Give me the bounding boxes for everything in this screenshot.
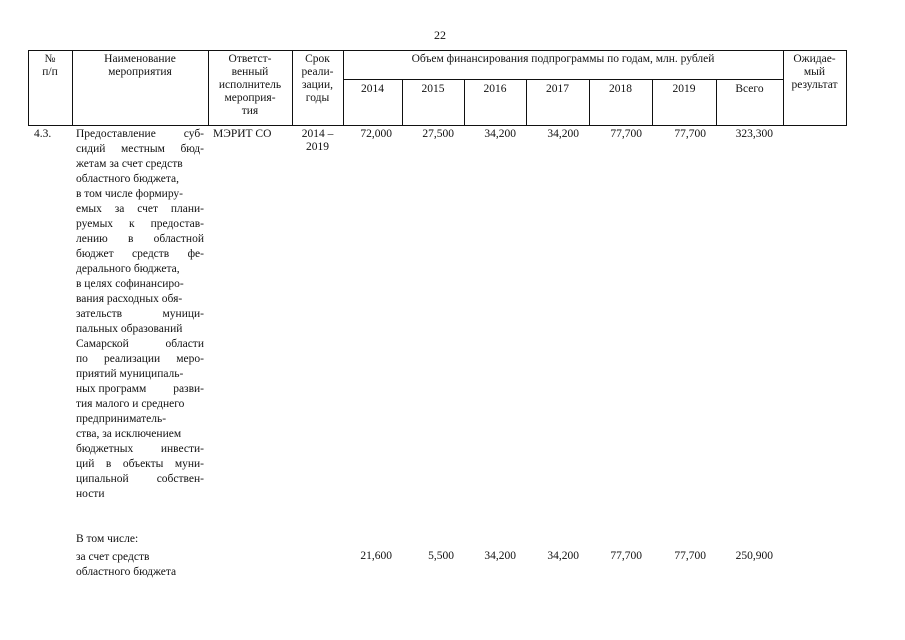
row-name-line [76, 172, 204, 187]
row-name-word: в [105, 458, 112, 470]
row-name-word: разви- [173, 383, 204, 395]
row-name-word: емых [76, 203, 102, 215]
row-name-word: ципальной [76, 473, 129, 485]
row-name-word: в том числе формиру- [76, 188, 184, 200]
row-name-word: предприниматель- [76, 413, 167, 425]
row-name-word: ций [76, 458, 95, 470]
row-name-line [76, 472, 204, 487]
row-name-line [76, 457, 204, 472]
header-total: Всего [735, 83, 764, 95]
row-name-line [76, 427, 204, 442]
sub-value-2019: 77,700 [674, 550, 706, 562]
row-name-line [76, 127, 204, 142]
row-value-2016: 34,200 [484, 128, 516, 140]
row-name-word: бюд- [180, 143, 204, 155]
years-header-border [343, 79, 783, 80]
row-name-word: Предоставление [76, 128, 156, 140]
row-value-2017: 34,200 [547, 128, 579, 140]
row-executor: МЭРИТ СО [213, 128, 272, 140]
row-name-word: руемых [76, 218, 114, 230]
row-name-line [76, 397, 204, 412]
row-name-word: предостав- [150, 218, 204, 230]
row-name-word: зательств [76, 308, 123, 320]
row-name-line [76, 322, 204, 337]
header-year: 2016 [483, 83, 507, 95]
row-name-word: Самарской [76, 338, 129, 350]
row-name-word: областной [153, 233, 204, 245]
row-value-2015: 27,500 [422, 128, 454, 140]
row-name-word: собствен- [156, 473, 204, 485]
row-name-word: бюджет [76, 248, 114, 260]
row-name-word: в [127, 233, 134, 245]
row-name-word: вания расходных обя- [76, 293, 183, 305]
row-name-word: ства, за исключением [76, 428, 182, 440]
row-name-line [76, 247, 204, 262]
header-result: Ожидае- мый результат [791, 53, 838, 91]
row-name-word: плани- [170, 203, 204, 215]
table-top-border [28, 50, 846, 51]
table-right-border [846, 50, 847, 126]
row-name-word: меро- [176, 353, 204, 365]
row-name-line [76, 217, 204, 232]
row-name-line [76, 262, 204, 277]
header-year: 2018 [609, 83, 632, 95]
row-name-word: инвести- [160, 443, 204, 455]
header-executor: Ответст- венный исполнитель мероприя- тия [218, 53, 282, 117]
header-bottom-border [28, 125, 846, 126]
row-name-line [76, 277, 204, 292]
header-funding: Объем финансирования подпрограммы по годам, млн. рублей [411, 53, 715, 65]
row-name-line [76, 202, 204, 217]
regional-budget-label: за счет средств областного бюджета [76, 551, 177, 578]
row-name-line [76, 352, 204, 367]
row-value-total: 323,300 [735, 128, 773, 140]
page-number: 22 [434, 28, 446, 42]
row-name-word: реализации [103, 353, 161, 365]
row-name-word: муници- [162, 308, 204, 320]
row-name-word: счет [137, 203, 158, 215]
row-name-word: дерального бюджета, [76, 263, 180, 275]
row-name-word: суб- [183, 128, 204, 140]
row-name-line [76, 367, 204, 382]
row-name-word: к [129, 218, 135, 230]
row-name-word: области [165, 338, 204, 350]
header-num: № п/п [42, 53, 58, 78]
row-value-2018: 77,700 [610, 128, 642, 140]
header-year: 2014 [361, 83, 384, 95]
row-name-word: приятий муниципаль- [76, 368, 184, 380]
row-name-word: средств [132, 248, 170, 260]
row-name-word: в целях софинансиро- [76, 278, 184, 290]
row-name-word: по [76, 353, 88, 365]
row-name-line [76, 157, 204, 172]
row-name-line [76, 232, 204, 247]
row-name-line [76, 337, 204, 352]
row-name-word: за [114, 203, 125, 215]
header-period: Срок реали- зации, годы [301, 53, 334, 104]
row-name-word: областного бюджета, [76, 173, 180, 185]
row-name-line [76, 487, 204, 502]
header-name: Наименование мероприятия [104, 53, 176, 78]
row-name-word: ности [76, 488, 105, 500]
row-name-line [76, 442, 204, 457]
row-value-2014: 72,000 [360, 128, 392, 140]
row-name-line [76, 382, 204, 397]
row-name-line [76, 292, 204, 307]
row-name-word: муни- [174, 458, 204, 470]
sub-value-2015: 5,500 [428, 550, 454, 562]
row-name-word: лению [76, 233, 108, 245]
row-value-2019: 77,700 [674, 128, 706, 140]
row-name [76, 127, 204, 502]
sub-value-2018: 77,700 [610, 550, 642, 562]
row-name-word: ных программ [76, 383, 147, 395]
row-number: 4.3. [34, 128, 52, 140]
row-name-word: пальных образований [76, 323, 183, 335]
row-name-line [76, 412, 204, 427]
header-year: 2015 [421, 83, 445, 95]
row-name-line [76, 187, 204, 202]
row-name-word: тия малого и среднего [76, 398, 185, 410]
row-name-word: фе- [187, 248, 204, 260]
row-name-word: бюджетных [76, 443, 134, 455]
sub-value-total: 250,900 [735, 550, 773, 562]
row-name-word: сидий [76, 143, 106, 155]
row-name-word: местным [120, 143, 165, 155]
row-name-word: жетам за счет средств [76, 158, 183, 170]
row-name-line [76, 307, 204, 322]
row-name-line [76, 142, 204, 157]
row-period: 2014 – 2019 [301, 128, 334, 153]
header-year: 2017 [546, 83, 569, 95]
including-label: В том числе: [76, 533, 139, 545]
row-name-word: объекты [122, 458, 164, 470]
sub-value-2017: 34,200 [547, 550, 579, 562]
sub-value-2014: 21,600 [360, 550, 392, 562]
sub-value-2016: 34,200 [484, 550, 516, 562]
header-year: 2019 [672, 83, 696, 95]
